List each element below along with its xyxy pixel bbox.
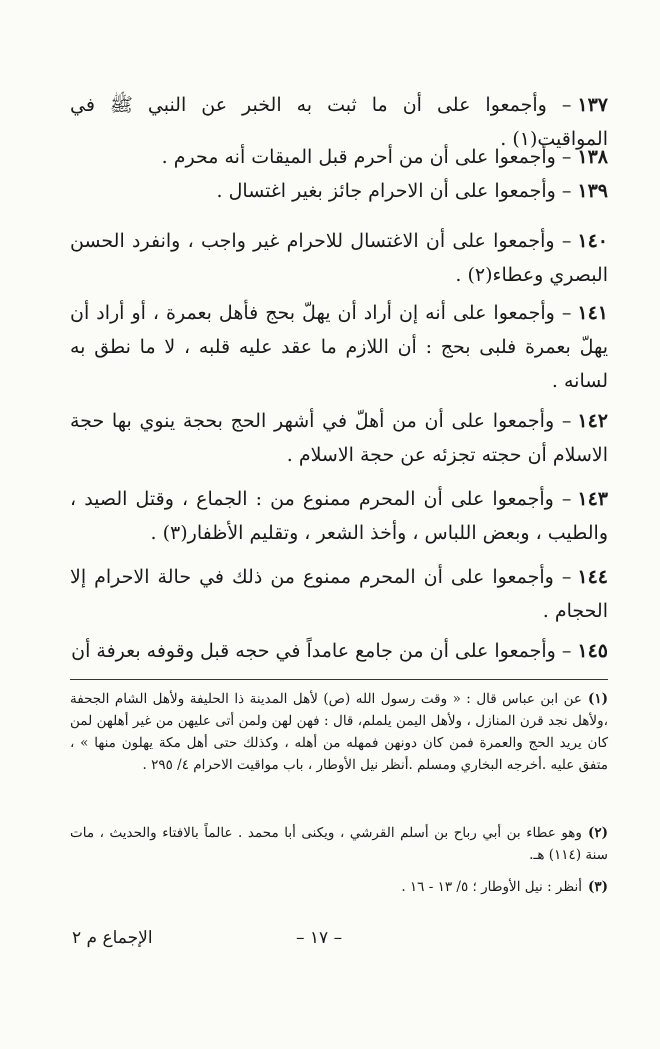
entry-141 [70,296,608,398]
entry-139 [70,174,608,208]
entry-text: – وأجمعوا على أن من أحرم قبل الميقات أنه محرم . [161,146,572,168]
entry-number: ١٣٨ [577,146,608,168]
entry-145 [70,634,608,668]
footnote-2 [70,822,608,866]
entry-text: – وأجمعوا على أنه إن أراد أن يهلّ بحج فأهل بعمرة ، أو أراد أن يهلّ بعمرة فلبى بحج : أن اللازم ما عقد عليه قلبه ، لا ما نطق به لسانه . [70,302,608,392]
footnote-number: (٢) [587,825,608,841]
entry-143 [70,482,608,550]
entry-number: ١٣٧ [577,94,608,116]
entry-text: – وأجمعوا على أن ما ثبت به الخبر عن النبي ﷺ في المواقيت(١) . [70,94,608,150]
entry-142 [70,404,608,472]
footnote-number: (٣) [587,879,608,895]
entry-number: ١٤٣ [577,488,608,510]
entry-text: – وأجمعوا على أن المحرم ممنوع من ذلك في حالة الاحرام إلا الحجام . [70,566,608,622]
entry-number: ١٣٩ [577,180,608,202]
signature-mark: الإجماع م ٢ [72,928,153,948]
footnote-divider [70,679,608,680]
footnote-text: عن ابن عباس قال : « وقت رسول الله (ص) لأهل المدينة ذا الحليفة ولأهل الشام الجحفة ،ولأهل نجد قرن المنازل ، ولأهل اليمن يلملم، قال : فهن لهن ولمن أتى عليهن من غير أهلهن لمن كان يريد الحج والعمرة فمن كان دونهن فمهله من أهله ، وكذلك حتى أهل مكة يهلون منها » ، متفق عليه .أخرجه البخاري ومسلم .أنظر نيل الأوطار ، باب مواقيت الاحرام ٤/ ٢٩٥ . [70,691,608,773]
entry-140 [70,224,608,292]
entry-text: – وأجمعوا على أن المحرم ممنوع من : الجماع ، وقتل الصيد ، والطيب ، وبعض اللباس ، وأخذ الشعر ، وتقليم الأظفار(٣) . [70,488,608,544]
footnote-3 [70,876,608,898]
footnote-number: (١) [587,691,608,707]
footnote-text: أنظر : نيل الأوطار ؛ ٥/ ١٣ - ١٦ . [401,879,582,895]
entry-number: ١٤٥ [577,640,608,662]
entry-text: – وأجمعوا على أن الاغتسال للاحرام غير واجب ، وانفرد الحسن البصري وعطاء(٢) . [70,230,608,286]
entry-144 [70,560,608,628]
entry-number: ١٤٢ [577,410,608,432]
entry-number: ١٤١ [577,302,608,324]
entry-text: – وأجمعوا على أن الاحرام جائز بغير اغتسال . [216,180,572,202]
entry-number: ١٤٤ [577,566,608,588]
footnote-1 [70,688,608,776]
entry-text: – وأجمعوا على أن من جامع عامداً في حجه قبل وقوفه بعرفة أن [71,640,572,662]
footnote-text: وهو عطاء بن أبي رباح بن أسلم القرشي ، ويكنى أبا محمد . عالماً بالافتاء والحديث ، مات سنة (١١٤) هـ. [70,825,608,863]
page-number: – ١٧ – [296,928,343,948]
entry-number: ١٤٠ [577,230,608,252]
entry-138 [70,140,608,174]
entry-text: – وأجمعوا على أن من أهلّ في أشهر الحج بحجة ينوي بها حجة الاسلام أن حجته تجزئه عن حجة الاسلام . [70,410,608,466]
